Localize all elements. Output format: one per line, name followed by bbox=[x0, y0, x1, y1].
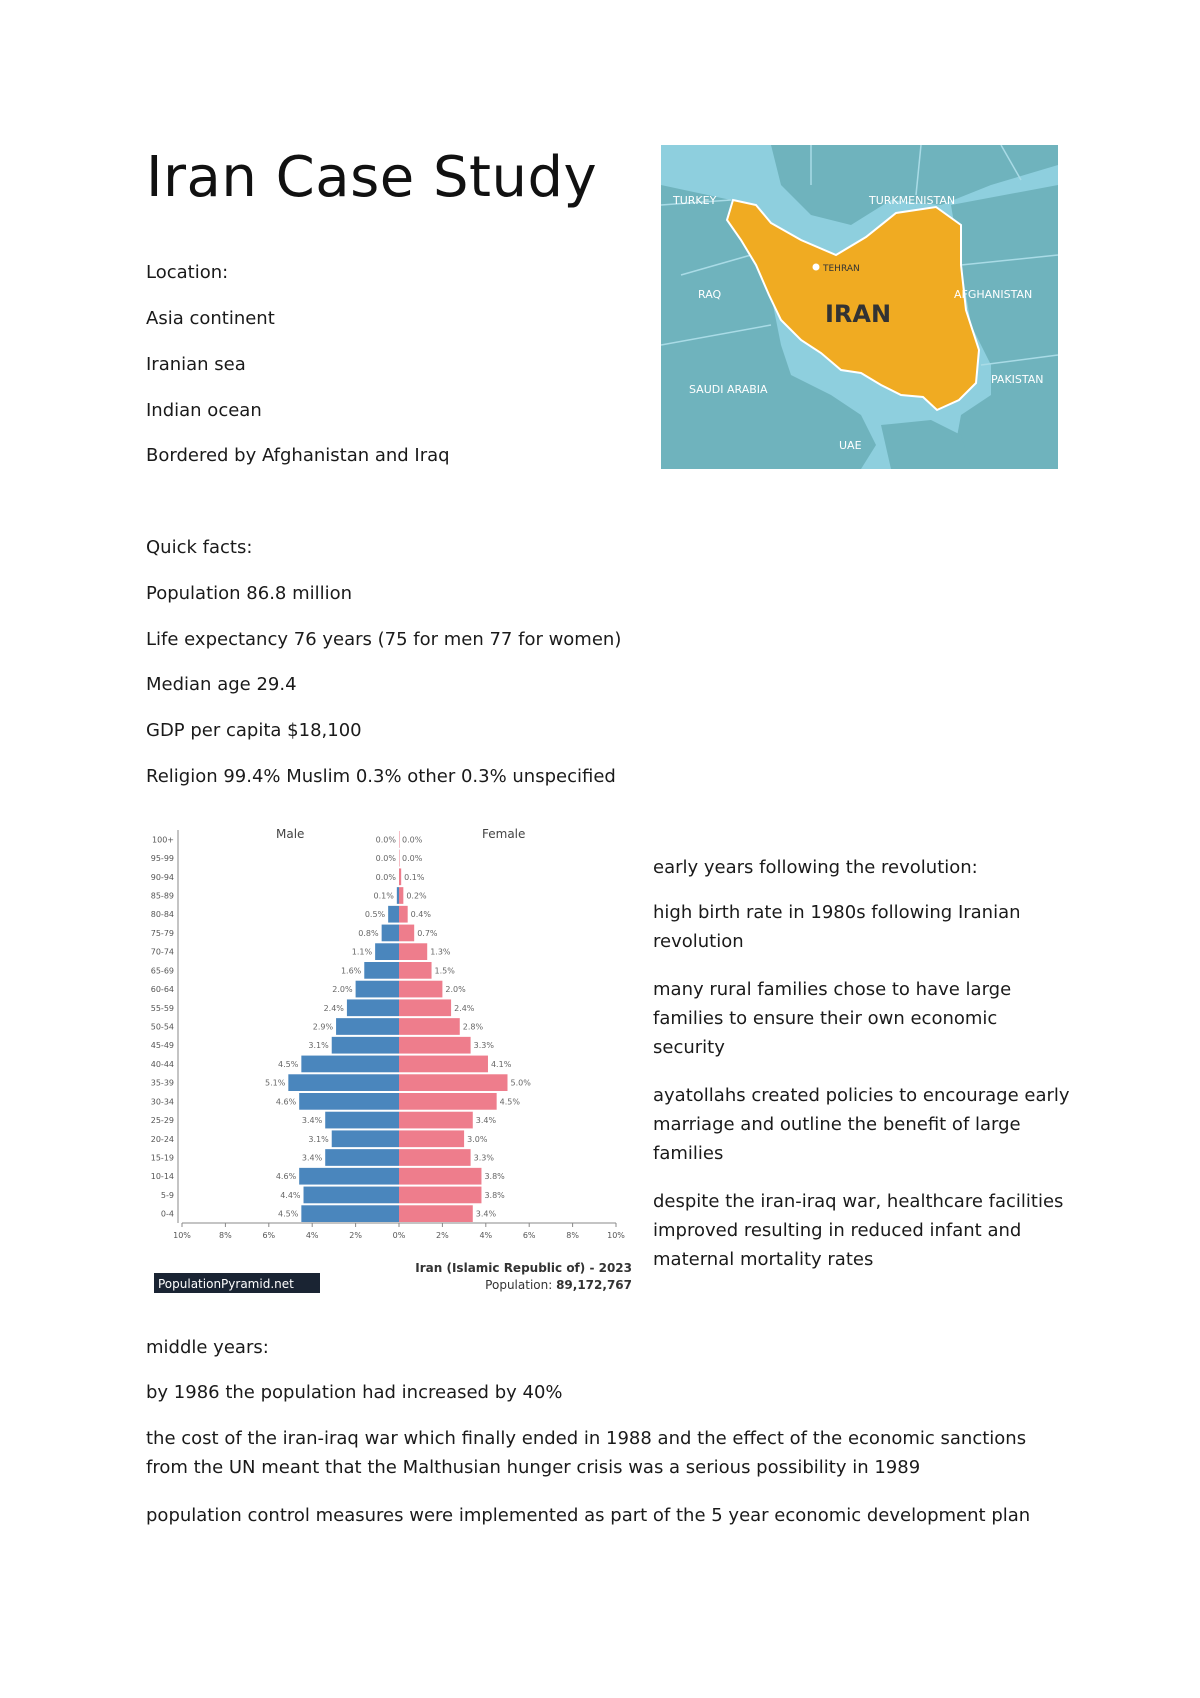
location-line: Iranian sea bbox=[146, 354, 246, 375]
bar-male bbox=[301, 1056, 399, 1073]
bar-female bbox=[399, 906, 408, 923]
age-group-label: 10-14 bbox=[150, 1172, 174, 1182]
bar-label-female: 3.3% bbox=[473, 1041, 494, 1051]
bar-label-male: 0.0% bbox=[375, 872, 396, 882]
bar-label-female: 3.0% bbox=[467, 1134, 488, 1144]
bar-label-male: 4.4% bbox=[280, 1190, 301, 1200]
chart-title: Iran (Islamic Republic of) - 2023 bbox=[415, 1261, 632, 1275]
map-label-pakistan: PAKISTAN bbox=[991, 373, 1044, 386]
map-label-afghanistan: AFGHANISTAN bbox=[954, 288, 1033, 301]
middle-years-paragraph: population control measures were implemented as part of the 5 year economic development plan bbox=[146, 1505, 1031, 1526]
bar-female bbox=[399, 1149, 471, 1166]
bar-label-female: 5.0% bbox=[510, 1078, 531, 1088]
fact-line: GDP per capita $18,100 bbox=[146, 720, 362, 741]
bar-label-female: 1.3% bbox=[430, 947, 451, 957]
x-tick-label: 10% bbox=[607, 1231, 625, 1240]
map-label-tehran: TEHRAN bbox=[823, 264, 860, 274]
x-tick-label: 8% bbox=[219, 1231, 232, 1240]
location-line: Asia continent bbox=[146, 308, 275, 329]
map-label-iraq: RAQ bbox=[698, 288, 722, 301]
quick-facts-heading: Quick facts: bbox=[146, 537, 253, 558]
age-group-label: 90-94 bbox=[150, 872, 174, 882]
bar-label-male: 4.5% bbox=[278, 1059, 299, 1069]
bar-female bbox=[399, 1037, 471, 1054]
bar-female bbox=[399, 1112, 473, 1129]
chart-subtitle-value: 89,172,767 bbox=[556, 1278, 632, 1292]
map-label-turkey: TURKEY bbox=[673, 194, 717, 207]
bar-male bbox=[301, 1205, 399, 1222]
bar-label-male: 1.6% bbox=[340, 966, 362, 976]
bar-female bbox=[399, 831, 400, 848]
early-years-paragraph: despite the iran-iraq war, healthcare facilities improved resulting in reduced infant and maternal mortality rates bbox=[653, 1191, 1064, 1270]
bar-label-female: 0.4% bbox=[410, 910, 432, 920]
age-group-label: 80-84 bbox=[150, 910, 174, 920]
age-group-label: 5-9 bbox=[160, 1190, 174, 1200]
bar-male bbox=[388, 906, 399, 923]
fact-line: Religion 99.4% Muslim 0.3% other 0.3% unspecified bbox=[146, 766, 616, 787]
x-tick-label: 0% bbox=[392, 1231, 406, 1240]
bar-female bbox=[399, 887, 403, 904]
bar-label-female: 2.0% bbox=[445, 985, 466, 995]
bar-label-female: 0.1% bbox=[404, 872, 425, 882]
bar-label-female: 3.8% bbox=[484, 1190, 505, 1200]
bar-label-female: 2.8% bbox=[462, 1022, 484, 1032]
bar-female bbox=[399, 1130, 464, 1147]
bar-male bbox=[364, 962, 399, 979]
bar-female bbox=[399, 1018, 460, 1035]
age-group-label: 20-24 bbox=[150, 1134, 174, 1144]
x-tick-label: 4% bbox=[479, 1231, 493, 1240]
bar-female bbox=[399, 1168, 481, 1185]
fact-line: Life expectancy 76 years (75 for men 77 for women) bbox=[146, 629, 622, 650]
age-group-label: 0-4 bbox=[160, 1209, 174, 1219]
bar-male bbox=[332, 1130, 399, 1147]
bar-label-male: 3.4% bbox=[301, 1153, 323, 1163]
bar-label-male: 2.0% bbox=[332, 985, 353, 995]
bar-label-male: 4.6% bbox=[275, 1097, 297, 1107]
tehran-dot bbox=[813, 264, 820, 271]
bar-label-female: 3.4% bbox=[475, 1209, 497, 1219]
page-title: Iran Case Study bbox=[146, 145, 598, 210]
iran-map bbox=[661, 145, 1058, 469]
bar-label-female: 0.0% bbox=[402, 854, 423, 864]
bar-label-male: 1.1% bbox=[351, 947, 373, 957]
age-group-label: 85-89 bbox=[150, 891, 174, 901]
early-years-paragraph: many rural families chose to have large families to ensure their own economic security bbox=[653, 979, 1012, 1058]
x-tick-label: 6% bbox=[522, 1231, 536, 1240]
bar-label-female: 0.2% bbox=[406, 891, 427, 901]
age-group-label: 95-99 bbox=[150, 854, 174, 864]
middle-years-heading: middle years: bbox=[146, 1337, 269, 1358]
bar-male bbox=[288, 1074, 399, 1091]
bar-female bbox=[399, 1187, 481, 1204]
age-group-label: 60-64 bbox=[150, 985, 174, 995]
bar-male bbox=[304, 1187, 399, 1204]
bar-male bbox=[325, 1149, 399, 1166]
bar-label-male: 0.1% bbox=[373, 891, 394, 901]
bar-label-female: 2.4% bbox=[454, 1003, 475, 1013]
bar-label-female: 0.7% bbox=[417, 928, 438, 938]
bar-female bbox=[399, 925, 414, 942]
series-label-female: Female bbox=[482, 827, 526, 841]
chart-subtitle-label: Population: bbox=[485, 1278, 557, 1292]
bar-male bbox=[299, 1093, 399, 1110]
bar-male bbox=[397, 887, 399, 904]
bar-label-female: 1.5% bbox=[434, 966, 455, 976]
brand-label: PopulationPyramid.net bbox=[158, 1277, 294, 1291]
bar-female bbox=[399, 999, 451, 1016]
bar-label-male: 2.4% bbox=[323, 1003, 344, 1013]
age-group-label: 30-34 bbox=[150, 1097, 174, 1107]
bar-female bbox=[399, 1074, 508, 1091]
age-group-label: 70-74 bbox=[150, 947, 174, 957]
bar-female bbox=[399, 850, 400, 867]
bar-female bbox=[399, 1056, 488, 1073]
map-label-turkmenistan: TURKMENISTAN bbox=[869, 194, 956, 207]
x-tick-label: 8% bbox=[566, 1231, 579, 1240]
early-years-paragraph: high birth rate in 1980s following Iranian revolution bbox=[653, 902, 1021, 952]
bar-label-female: 3.8% bbox=[484, 1172, 505, 1182]
bar-label-female: 3.3% bbox=[473, 1153, 494, 1163]
fact-line: Median age 29.4 bbox=[146, 674, 297, 695]
population-pyramid-chart bbox=[146, 818, 646, 1293]
location-line: Indian ocean bbox=[146, 400, 262, 421]
location-line: Bordered by Afghanistan and Iraq bbox=[146, 445, 450, 466]
x-tick-label: 6% bbox=[262, 1231, 276, 1240]
age-group-label: 65-69 bbox=[150, 966, 174, 976]
early-years-paragraph: ayatollahs created policies to encourage early marriage and outline the benefit of large families bbox=[653, 1085, 1070, 1164]
bar-female bbox=[399, 1093, 497, 1110]
x-tick-label: 2% bbox=[349, 1231, 362, 1240]
x-tick-label: 10% bbox=[173, 1231, 191, 1240]
bar-female bbox=[399, 962, 432, 979]
bar-label-female: 0.0% bbox=[402, 835, 423, 845]
bar-male bbox=[356, 981, 399, 998]
age-group-label: 100+ bbox=[152, 835, 174, 845]
bar-label-male: 4.5% bbox=[278, 1209, 299, 1219]
age-group-label: 25-29 bbox=[150, 1116, 174, 1126]
bar-label-female: 3.4% bbox=[475, 1116, 497, 1126]
bar-male bbox=[336, 1018, 399, 1035]
age-group-label: 75-79 bbox=[150, 928, 174, 938]
map-label-iran: IRAN bbox=[825, 300, 892, 328]
bar-label-male: 2.9% bbox=[312, 1022, 334, 1032]
age-group-label: 45-49 bbox=[150, 1041, 174, 1051]
series-label-male: Male bbox=[276, 827, 305, 841]
bar-male bbox=[382, 925, 399, 942]
bar-male bbox=[325, 1112, 399, 1129]
bar-label-male: 0.8% bbox=[358, 928, 379, 938]
age-group-label: 15-19 bbox=[150, 1153, 174, 1163]
bar-label-male: 3.1% bbox=[308, 1041, 329, 1051]
age-group-label: 35-39 bbox=[150, 1078, 174, 1088]
bar-female bbox=[399, 1205, 473, 1222]
bar-label-female: 4.5% bbox=[499, 1097, 520, 1107]
middle-years-paragraph: by 1986 the population had increased by 40% bbox=[146, 1382, 563, 1403]
location-heading: Location: bbox=[146, 262, 229, 283]
age-group-label: 50-54 bbox=[150, 1022, 174, 1032]
bar-male bbox=[347, 999, 399, 1016]
age-group-label: 55-59 bbox=[150, 1003, 174, 1013]
bar-female bbox=[399, 981, 442, 998]
bar-label-male: 3.4% bbox=[301, 1116, 323, 1126]
bar-male bbox=[375, 943, 399, 960]
bar-label-male: 3.1% bbox=[308, 1134, 329, 1144]
chart-subtitle bbox=[485, 1278, 632, 1292]
bar-male bbox=[332, 1037, 399, 1054]
bar-label-male: 0.0% bbox=[375, 835, 396, 845]
early-years-heading: early years following the revolution: bbox=[653, 857, 978, 878]
age-group-label: 40-44 bbox=[150, 1059, 174, 1069]
bar-female bbox=[399, 868, 401, 885]
bar-label-male: 0.0% bbox=[375, 854, 396, 864]
bar-female bbox=[399, 943, 427, 960]
bar-label-male: 4.6% bbox=[275, 1172, 297, 1182]
map-label-saudi: SAUDI ARABIA bbox=[689, 383, 768, 396]
bar-label-male: 0.5% bbox=[364, 910, 386, 920]
x-tick-label: 2% bbox=[436, 1231, 449, 1240]
bar-label-female: 4.1% bbox=[490, 1059, 512, 1069]
map-label-uae: UAE bbox=[839, 439, 862, 452]
fact-line: Population 86.8 million bbox=[146, 583, 353, 604]
middle-years-paragraph: the cost of the iran-iraq war which finally ended in 1988 and the effect of the economic sanctions from the UN meant that the Malthusian hunger crisis was a serious possibility in 1989 bbox=[146, 1428, 1027, 1478]
bar-label-male: 5.1% bbox=[265, 1078, 286, 1088]
bar-male bbox=[299, 1168, 399, 1185]
x-tick-label: 4% bbox=[305, 1231, 319, 1240]
